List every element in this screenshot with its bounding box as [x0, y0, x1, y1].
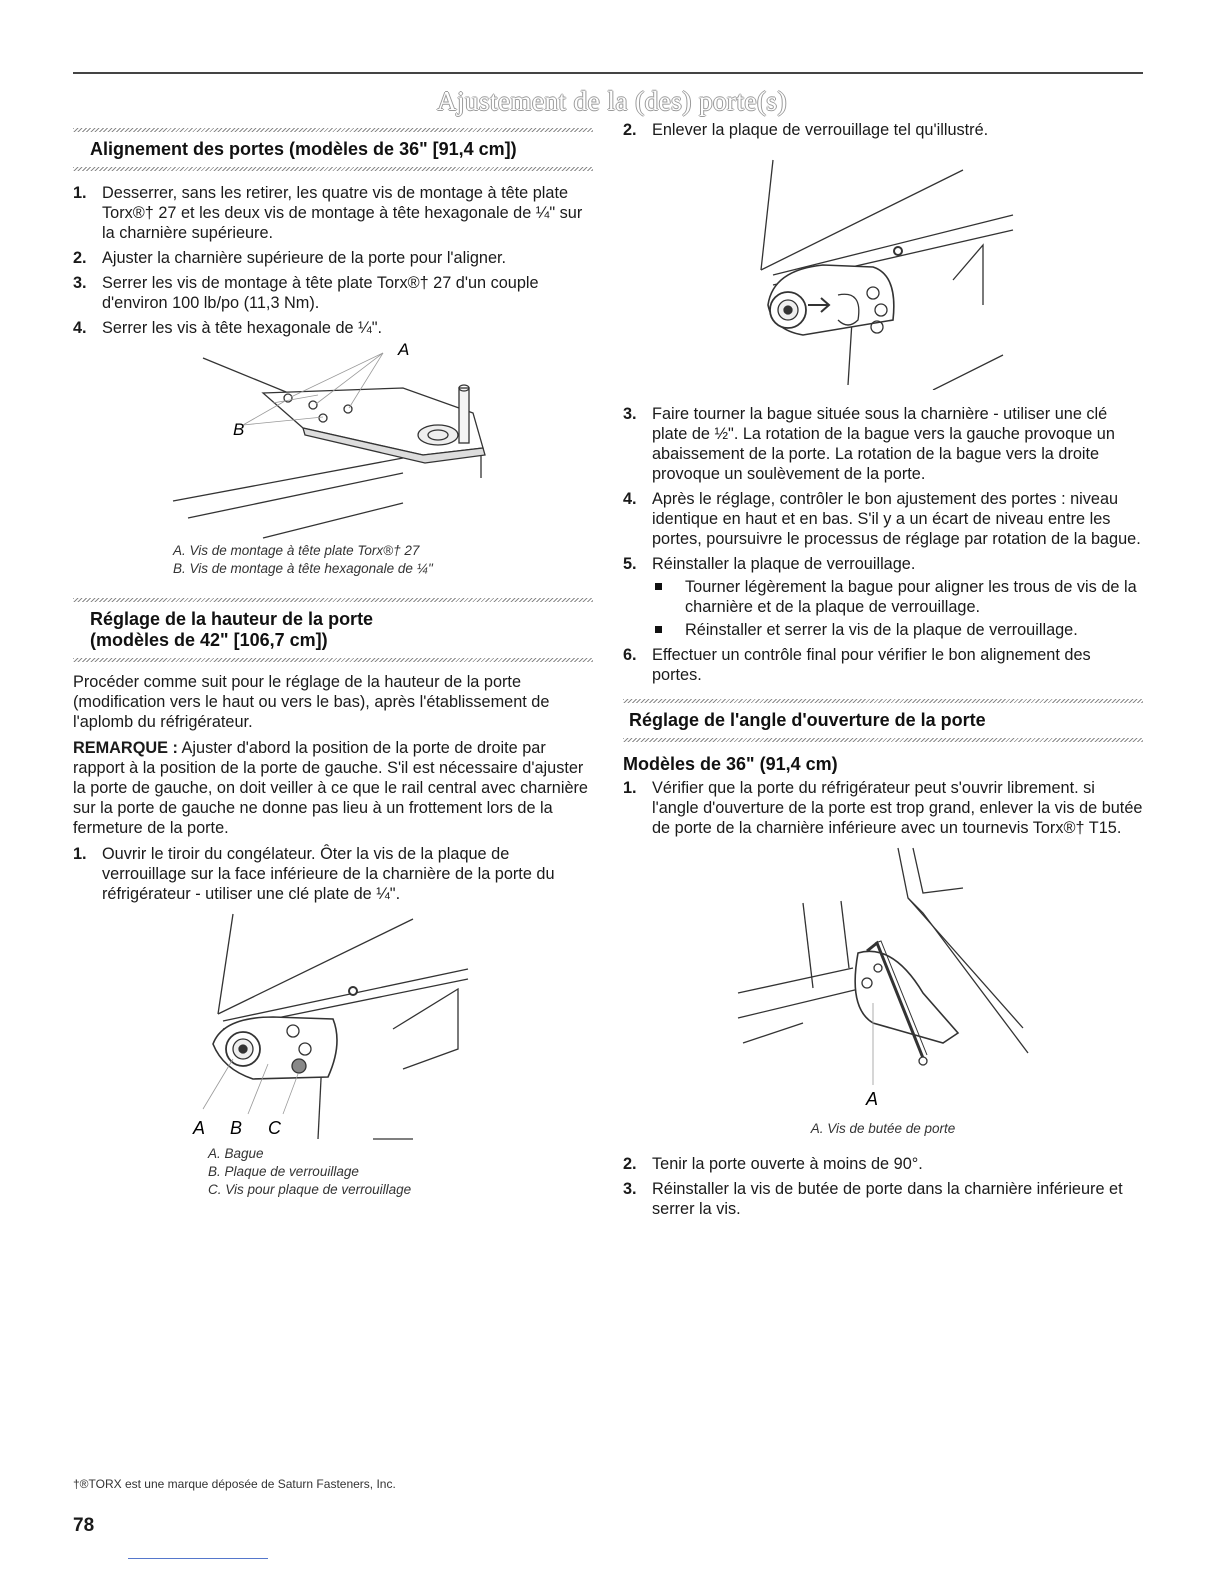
figure-caption: A. Vis de butée de porte [810, 1121, 956, 1136]
reinstall-bullets [652, 577, 1143, 640]
footnote: †®TORX est une marque déposée de Saturn Fasteners, Inc. [73, 1477, 396, 1491]
figure-caption: A. Bague [208, 1146, 264, 1161]
note-paragraph: REMARQUE : Ajuster d'abord la position de la porte de droite par rapport à la position de la porte de gauche. S'il est nécessaire d'ajuster la porte de gauche, on doit veiller à ce que le rail central avec charnière sur la porte de gauche ne donne pas lieu à un frottement lors de la fermeture de la porte. [73, 739, 588, 837]
bottom-hinge-figure [73, 909, 593, 1149]
figure-caption: C. Vis pour plaque de verrouillage [208, 1182, 412, 1197]
figure-caption: A. Vis de montage à tête plate Torx®† 27 [173, 543, 420, 558]
top-hinge-illustration [73, 343, 593, 548]
lock-plate-illustration [623, 145, 1143, 390]
top-rule [73, 72, 1143, 74]
alignment-steps [73, 183, 593, 338]
figure-caption: B. Vis de montage à tête hexagonale de ¼" [173, 561, 433, 576]
bottom-hinge-illustration [73, 909, 593, 1149]
bottom-link-line [128, 1558, 268, 1559]
section-heading-door-alignment: Alignement des portes (modèles de 36" [91,4 cm]) [90, 139, 517, 159]
list-item: Tourner légèrement la bague pour aligner les trous de vis de la charnière et de la plaque de verrouillage. [652, 577, 1143, 617]
list-item: 2. Tenir la porte ouverte à moins de 90°. [623, 1155, 923, 1173]
subheading-36-models: Modèles de 36" (91,4 cm) [623, 754, 838, 774]
section-heading-door-height: Réglage de la hauteur de la porte (modèles de 42" [106,7 cm]) [90, 609, 374, 650]
section-heading-opening-angle: Réglage de l'angle d'ouverture de la porte [629, 710, 986, 730]
list-item: 1. Ouvrir le tiroir du congélateur. Ôter la vis de la plaque de verrouillage sur la face inférieure de la charnière de la porte du réfrigérateur - utiliser une clé plate de ¼". [73, 845, 555, 903]
list-item: Réinstaller et serrer la vis de la plaque de verrouillage. [652, 620, 1143, 640]
figure-label-a: A [193, 1118, 206, 1138]
figure-label-b: B [230, 1118, 243, 1138]
list-item: 3. Réinstaller la vis de butée de porte dans la charnière inférieure et serrer la vis. [623, 1180, 1123, 1218]
list-item: 2. Enlever la plaque de verrouillage tel qu'illustré. [623, 121, 989, 139]
list-item: 1. Desserrer, sans les retirer, les quatre vis de montage à tête plate Torx®† 27 et les deux vis de montage à tête hexagonale de ¼" sur la charnière supérieure. [73, 184, 583, 242]
adjustment-steps [623, 404, 1143, 685]
figure-label-a: A [866, 1089, 879, 1109]
left-column [73, 128, 593, 1199]
list-item: 5. Réinstaller la plaque de verrouillage. Tourner légèrement la bague pour aligner les trous de vis de la charnière et de la plaque de verrouillage. Réinstaller et serrer la vis de la plaque de verrouillage. [623, 554, 1143, 640]
list-item: 1. Vérifier que la porte du réfrigérateur peut s'ouvrir librement. si l'angle d'ouverture de la porte est trop grand, enlever la vis de butée de porte de la charnière inférieure avec un tournevis Torx®† T15. [623, 779, 1143, 837]
list-item: 3. Faire tourner la bague située sous la charnière - utiliser une clé plate de ½". La rotation de la bague vers la gauche provoque un abaissement de la porte. La rotation de la bague vers la droite provoque un soulèvement de la porte. [623, 405, 1115, 483]
list-item: 4. Après le réglage, contrôler le bon ajustement des portes : niveau identique en haut et en bas. S'il y a un écart de niveau entre les portes, poursuivre le processus de réglage par rotation de la bague. [623, 490, 1141, 548]
angle-steps [623, 778, 1143, 838]
figure-caption: B. Plaque de verrouillage [208, 1164, 359, 1179]
door-stop-figure [623, 843, 1143, 1118]
height-steps [73, 844, 593, 904]
section-hatch-bottom [73, 658, 593, 662]
list-item: 6. Effectuer un contrôle final pour vérifier le bon alignement des portes. [623, 646, 1091, 684]
page-title: Ajustement de la (des) porte(s) [437, 86, 787, 116]
section-hatch-bottom [73, 167, 593, 171]
section-hatch-bottom [623, 738, 1143, 742]
list-item: 4. Serrer les vis à tête hexagonale de ¼". [73, 319, 383, 337]
height-steps-continued [623, 120, 1143, 140]
lock-plate-figure [623, 145, 1143, 390]
list-item: 3. Serrer les vis de montage à tête plate Torx®† 27 d'un couple d'environ 100 lb/po (11,3 Nm). [73, 274, 539, 312]
top-hinge-figure [73, 343, 593, 548]
door-stop-illustration [623, 843, 1143, 1118]
figure-label-a: A [398, 343, 410, 359]
intro-paragraph: Procéder comme suit pour le réglage de la hauteur de la porte (modification vers le haut ou vers le bas), après l'établissement de l'aplomb du réfrigérateur. [73, 673, 550, 731]
page-number: 78 [73, 1515, 95, 1536]
right-column [623, 120, 1143, 1224]
list-item: 2. Ajuster la charnière supérieure de la porte pour l'aligner. [73, 249, 507, 267]
figure-label-b: B [233, 420, 245, 439]
angle-steps-continued [623, 1154, 1143, 1219]
figure-label-c: C [268, 1118, 281, 1138]
